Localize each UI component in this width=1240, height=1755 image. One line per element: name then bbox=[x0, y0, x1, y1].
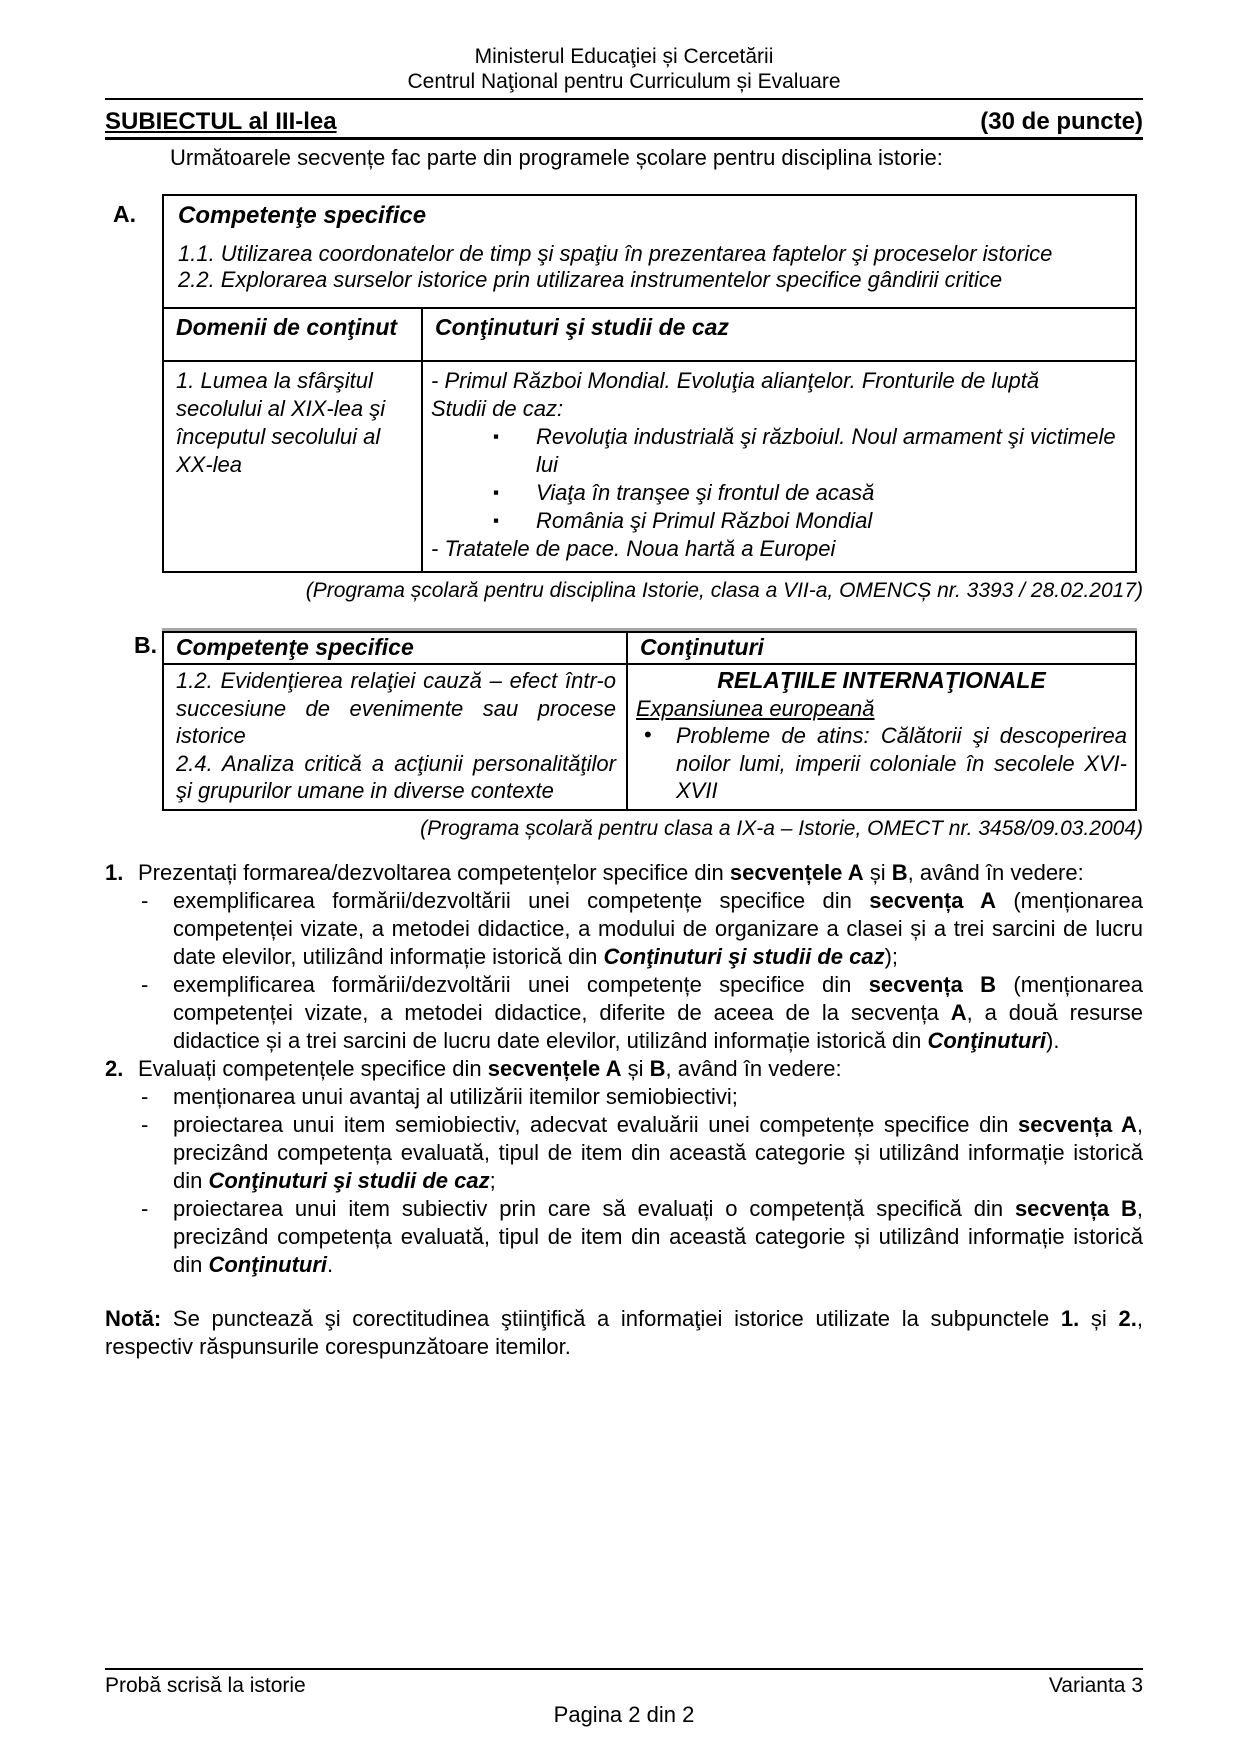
programa-a-caption: (Programa școlară pentru disciplina Istorie, clasa a VII-a, OMENCȘ nr. 3393 / 28.02.2017) bbox=[305, 579, 1143, 602]
continuturi-cell bbox=[423, 362, 1135, 571]
competenta-2-4: 2.4. Analiza critică a acţiunii personalităţilor şi grupurilor umane in diverse contexte bbox=[176, 750, 616, 803]
task-1-sub-2 bbox=[138, 971, 1143, 1055]
table-b-body-row bbox=[164, 663, 1135, 809]
dash-bullet-icon: - bbox=[141, 1195, 149, 1221]
subject-points: (30 de puncte) bbox=[980, 108, 1143, 135]
nota-paragraph: Notă: Se punctează şi corectitudinea ştiinţifică a informaţiei istorice utilizate la subpunctele 1. și 2., respectiv răspunsurile corespunzătoare itemilor. bbox=[105, 1305, 1143, 1359]
intro-paragraph: Următoarele secvențe fac parte din programele școlare pentru disciplina istorie: bbox=[170, 145, 943, 170]
task-2-sub-1 bbox=[138, 1083, 1143, 1111]
page-footer bbox=[105, 1668, 1143, 1727]
studiu-de-caz-item bbox=[431, 479, 1123, 507]
footer-variant: Varianta 3 bbox=[1048, 1674, 1143, 1697]
task-2-sub-1-text: menționarea unui avantaj al utilizării itemilor semiobiectivi; bbox=[173, 1083, 738, 1109]
dash-bullet-icon: - bbox=[141, 1111, 149, 1137]
document-header bbox=[105, 0, 1143, 94]
studiu-de-caz-item bbox=[431, 507, 1123, 535]
square-bullet-icon: ▪ bbox=[493, 427, 500, 446]
round-bullet-icon: • bbox=[644, 722, 652, 747]
subject-row bbox=[105, 108, 1143, 140]
continut-last-line: - Tratatele de pace. Noua hartă a Europei bbox=[431, 536, 836, 561]
square-bullet-icon: ▪ bbox=[493, 483, 500, 502]
footer-page-number: Pagina 2 din 2 bbox=[553, 1702, 695, 1727]
page-content bbox=[105, 0, 1143, 1361]
table-a-competente-cell bbox=[164, 196, 1135, 307]
competente-list bbox=[178, 241, 1121, 293]
relatiile-internationale-title: RELAŢIILE INTERNAŢIONALE bbox=[717, 667, 1046, 693]
competente-specifice-heading: Competenţe specifice bbox=[178, 202, 427, 229]
task-1-number: 1. bbox=[105, 859, 124, 885]
programa-b-caption: (Programa școlară pentru clasa a IX-a – Istorie, OMECT nr. 3458/09.03.2004) bbox=[420, 816, 1143, 840]
continut-line-2: Studii de caz: bbox=[431, 396, 564, 421]
col-continuturi-header: Conţinuturi bbox=[640, 634, 764, 660]
task-1-sub-1 bbox=[138, 887, 1143, 971]
dash-bullet-icon: - bbox=[141, 1083, 149, 1109]
task-1-sub-2-text: exemplificarea formării/dezvoltării unei competențe specifice din secvența B (menționarea competenței vizate, a metodei didactice, diferite de aceea de la secvența A, a două resurse didactice și a trei sarcini de lucru date elevilor, utilizând informație istorică din Conţinuturi). bbox=[173, 971, 1143, 1053]
task-2 bbox=[105, 1055, 1143, 1279]
competenta-1-2: 1.2. Evidenţierea relaţiei cauză – efect într-o succesiune de evenimente sau procese istorice bbox=[176, 668, 616, 748]
square-bullet-icon: ▪ bbox=[493, 511, 500, 530]
table-a-body-row bbox=[164, 360, 1135, 571]
domenii-cell: 1. Lumea la sfârşitul secolului al XIX-lea şi începutul secolului al XX-lea bbox=[164, 362, 423, 571]
section-a bbox=[113, 194, 1137, 573]
col-competente-header: Competenţe specifice bbox=[164, 633, 628, 663]
col-domenii-header: Domenii de conţinut bbox=[164, 309, 423, 360]
probleme-de-atins-text: Probleme de atins: Călătorii şi descoperirea noilor lumi, imperii coloniale în secolele XVI-XVII bbox=[676, 723, 1127, 803]
col-continuturi-header: Conţinuturi şi studii de caz bbox=[435, 314, 729, 340]
task-2-number: 2. bbox=[105, 1055, 124, 1081]
table-b-header-row bbox=[164, 633, 1135, 663]
table-b bbox=[162, 631, 1137, 811]
studiu-de-caz-text: Revoluţia industrială şi războiul. Noul armament şi victimele lui bbox=[536, 424, 1116, 477]
continut-line-1: - Primul Război Mondial. Evoluţia alianţelor. Fronturile de luptă bbox=[431, 368, 1040, 393]
task-2-sub-2-text: proiectarea unui item semiobiectiv, adecvat evaluării unei competențe specifice din secvența A, precizând competența evaluată, tipul de item din această categorie și utilizând informație istorică din Conţinuturi şi studii de caz; bbox=[173, 1111, 1143, 1193]
task-1 bbox=[105, 859, 1143, 1055]
section-b bbox=[134, 631, 1137, 811]
task-2-lead: Evaluați competențele specifice din secvențele A și B, având în vedere: bbox=[138, 1055, 842, 1081]
section-a-label: A. bbox=[113, 201, 136, 227]
footer-exam-name: Probă scrisă la istorie bbox=[105, 1674, 306, 1697]
section-b-label: B. bbox=[134, 632, 157, 658]
task-2-sub-2 bbox=[138, 1111, 1143, 1195]
task-1-sub-1-text: exemplificarea formării/dezvoltării unei competențe specifice din secvența A (menționarea competenței vizate, a metodei didactice, a modului de organizare a clasei și a trei sarcini de lucru date elevilor, utilizând informație istorică din Conţinuturi şi studii de caz); bbox=[173, 887, 1143, 969]
header-center-name: Centrul Naţional pentru Curriculum și Evaluare bbox=[407, 70, 841, 93]
footer-row bbox=[105, 1670, 1143, 1698]
competenta-2-2: 2.2. Explorarea surselor istorice prin utilizarea instrumentelor specifice gândirii critice bbox=[178, 267, 1003, 292]
header-ministry: Ministerul Educaţiei și Cercetării bbox=[474, 45, 774, 68]
task-2-sub-3-text: proiectarea unui item subiectiv prin care să evaluați o competență specifică din secvența B, precizând competența evaluată, tipul de item din această categorie și utilizând informație istorică din Conţinuturi. bbox=[173, 1195, 1143, 1277]
continuturi-cell bbox=[628, 665, 1135, 809]
table-a-header-row bbox=[164, 307, 1135, 360]
header-divider bbox=[105, 98, 1143, 100]
dash-bullet-icon: - bbox=[141, 887, 149, 913]
studiu-de-caz-item bbox=[431, 423, 1123, 479]
studiu-de-caz-text: România şi Primul Război Mondial bbox=[536, 508, 873, 533]
task-1-lead: Prezentați formarea/dezvoltarea competențelor specifice din secvențele A și B, având în vedere: bbox=[138, 859, 1084, 885]
probleme-de-atins-item bbox=[636, 722, 1127, 805]
task-2-sub-3 bbox=[138, 1195, 1143, 1279]
task-list bbox=[105, 859, 1143, 1279]
table-a bbox=[162, 194, 1137, 573]
expansiunea-europeana-subtitle: Expansiunea europeană bbox=[636, 695, 875, 721]
dash-bullet-icon: - bbox=[141, 971, 149, 997]
competenta-1-1: 1.1. Utilizarea coordonatelor de timp şi spaţiu în prezentarea faptelor şi proceselor istorice bbox=[178, 241, 1053, 266]
subject-title: SUBIECTUL al III-lea bbox=[105, 108, 337, 135]
studiu-de-caz-text: Viaţa în tranşee şi frontul de acasă bbox=[536, 480, 875, 505]
competente-cell bbox=[164, 665, 628, 809]
